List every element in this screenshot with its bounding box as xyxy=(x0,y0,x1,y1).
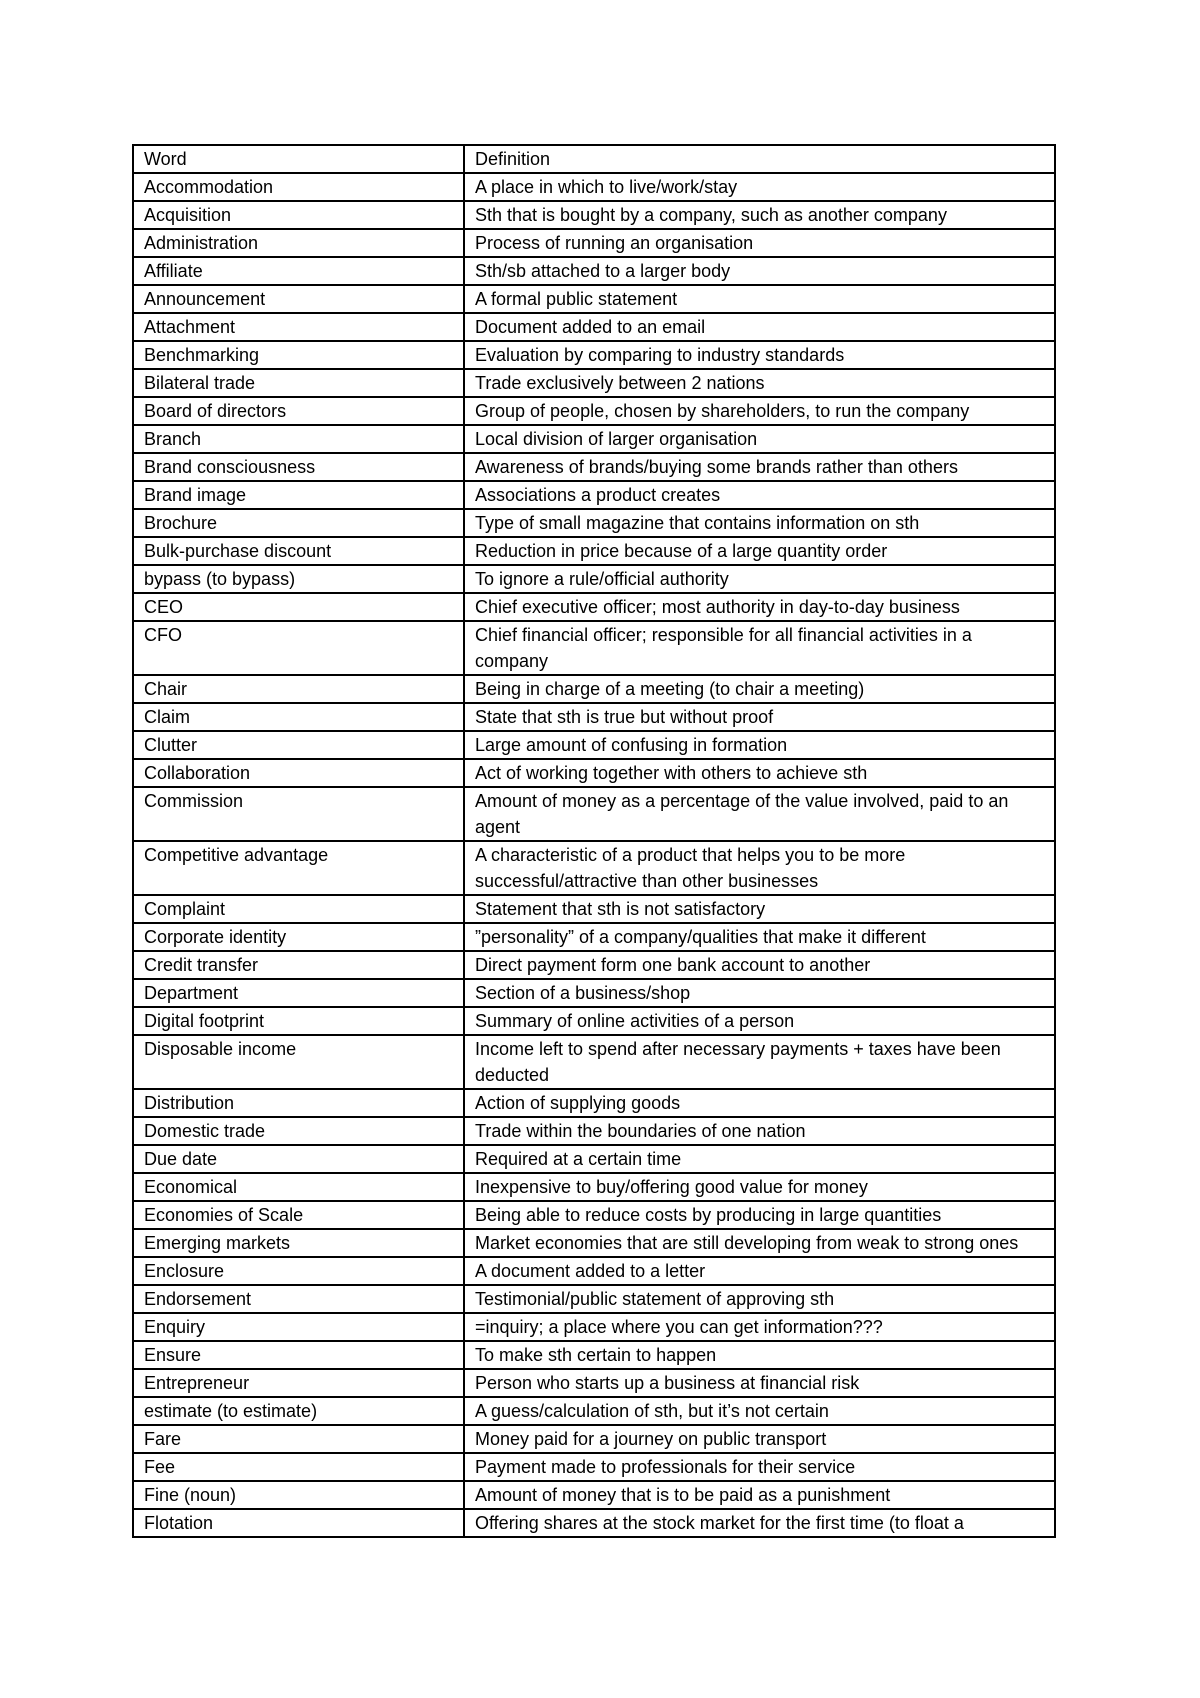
table-row xyxy=(133,731,1055,759)
term-cell: Collaboration xyxy=(133,759,464,787)
definition-cell: Income left to spend after necessary payments + taxes have been deducted xyxy=(464,1035,1055,1089)
definition-cell: =inquiry; a place where you can get information??? xyxy=(464,1313,1055,1341)
definition-cell: To make sth certain to happen xyxy=(464,1341,1055,1369)
definition-cell: Direct payment form one bank account to another xyxy=(464,951,1055,979)
definition-cell: Summary of online activities of a person xyxy=(464,1007,1055,1035)
table-row xyxy=(133,1117,1055,1145)
term-cell: Brand consciousness xyxy=(133,453,464,481)
definition-cell: Trade exclusively between 2 nations xyxy=(464,369,1055,397)
column-header-word: Word xyxy=(133,145,464,173)
definition-cell: Awareness of brands/buying some brands rather than others xyxy=(464,453,1055,481)
term-cell: Branch xyxy=(133,425,464,453)
definition-cell: Group of people, chosen by shareholders, to run the company xyxy=(464,397,1055,425)
definition-cell: Local division of larger organisation xyxy=(464,425,1055,453)
table-row xyxy=(133,397,1055,425)
term-cell: Commission xyxy=(133,787,464,841)
term-cell: Department xyxy=(133,979,464,1007)
term-cell: Credit transfer xyxy=(133,951,464,979)
table-row xyxy=(133,787,1055,841)
term-cell: Disposable income xyxy=(133,1035,464,1089)
table-row xyxy=(133,1229,1055,1257)
table-row xyxy=(133,1285,1055,1313)
definition-cell: Amount of money that is to be paid as a punishment xyxy=(464,1481,1055,1509)
table-row xyxy=(133,201,1055,229)
table-row xyxy=(133,313,1055,341)
term-cell: Announcement xyxy=(133,285,464,313)
column-header-definition: Definition xyxy=(464,145,1055,173)
definition-cell: Act of working together with others to achieve sth xyxy=(464,759,1055,787)
term-cell: Chair xyxy=(133,675,464,703)
table-row xyxy=(133,1201,1055,1229)
definition-cell: Inexpensive to buy/offering good value for money xyxy=(464,1173,1055,1201)
table-row xyxy=(133,1509,1055,1537)
term-cell: Fine (noun) xyxy=(133,1481,464,1509)
definition-cell: Trade within the boundaries of one nation xyxy=(464,1117,1055,1145)
table-row xyxy=(133,951,1055,979)
table-row xyxy=(133,1007,1055,1035)
term-cell: Enquiry xyxy=(133,1313,464,1341)
term-cell: CFO xyxy=(133,621,464,675)
definition-cell: A document added to a letter xyxy=(464,1257,1055,1285)
table-row xyxy=(133,1453,1055,1481)
term-cell: bypass (to bypass) xyxy=(133,565,464,593)
table-row xyxy=(133,1257,1055,1285)
term-cell: Accommodation xyxy=(133,173,464,201)
table-row xyxy=(133,923,1055,951)
term-cell: Distribution xyxy=(133,1089,464,1117)
table-row xyxy=(133,341,1055,369)
table-row xyxy=(133,593,1055,621)
table-row xyxy=(133,509,1055,537)
term-cell: Brand image xyxy=(133,481,464,509)
table-row xyxy=(133,1481,1055,1509)
term-cell: Board of directors xyxy=(133,397,464,425)
table-row xyxy=(133,1089,1055,1117)
table-row xyxy=(133,1313,1055,1341)
table-row xyxy=(133,895,1055,923)
definition-cell: To ignore a rule/official authority xyxy=(464,565,1055,593)
table-row xyxy=(133,537,1055,565)
table-row xyxy=(133,481,1055,509)
term-cell: Clutter xyxy=(133,731,464,759)
table-row xyxy=(133,979,1055,1007)
definition-cell: State that sth is true but without proof xyxy=(464,703,1055,731)
definition-cell: Type of small magazine that contains information on sth xyxy=(464,509,1055,537)
definition-cell: Action of supplying goods xyxy=(464,1089,1055,1117)
definition-cell: Statement that sth is not satisfactory xyxy=(464,895,1055,923)
term-cell: Bulk-purchase discount xyxy=(133,537,464,565)
definition-cell: Chief financial officer; responsible for all financial activities in a company xyxy=(464,621,1055,675)
table-row xyxy=(133,759,1055,787)
table-row xyxy=(133,1145,1055,1173)
glossary-table-body xyxy=(133,145,1055,1537)
definition-cell: Document added to an email xyxy=(464,313,1055,341)
term-cell: Benchmarking xyxy=(133,341,464,369)
term-cell: CEO xyxy=(133,593,464,621)
table-row xyxy=(133,675,1055,703)
definition-cell: Testimonial/public statement of approving sth xyxy=(464,1285,1055,1313)
definition-cell: A guess/calculation of sth, but it’s not certain xyxy=(464,1397,1055,1425)
definition-cell: ”personality” of a company/qualities that make it different xyxy=(464,923,1055,951)
term-cell: Enclosure xyxy=(133,1257,464,1285)
definition-cell: Offering shares at the stock market for the first time (to float a xyxy=(464,1509,1055,1537)
definition-cell: Associations a product creates xyxy=(464,481,1055,509)
table-row xyxy=(133,1397,1055,1425)
table-row xyxy=(133,1173,1055,1201)
table-row xyxy=(133,621,1055,675)
term-cell: Economical xyxy=(133,1173,464,1201)
table-row xyxy=(133,1035,1055,1089)
table-row xyxy=(133,229,1055,257)
definition-cell: Section of a business/shop xyxy=(464,979,1055,1007)
term-cell: Fare xyxy=(133,1425,464,1453)
definition-cell: Sth that is bought by a company, such as another company xyxy=(464,201,1055,229)
definition-cell: Chief executive officer; most authority in day-to-day business xyxy=(464,593,1055,621)
definition-cell: Being in charge of a meeting (to chair a meeting) xyxy=(464,675,1055,703)
definition-cell: A place in which to live/work/stay xyxy=(464,173,1055,201)
table-row xyxy=(133,1369,1055,1397)
definition-cell: A characteristic of a product that helps you to be more successful/attractive than other businesses xyxy=(464,841,1055,895)
table-row xyxy=(133,1341,1055,1369)
term-cell: Endorsement xyxy=(133,1285,464,1313)
term-cell: Acquisition xyxy=(133,201,464,229)
definition-cell: Process of running an organisation xyxy=(464,229,1055,257)
term-cell: Emerging markets xyxy=(133,1229,464,1257)
table-row xyxy=(133,425,1055,453)
term-cell: Flotation xyxy=(133,1509,464,1537)
term-cell: Brochure xyxy=(133,509,464,537)
term-cell: Attachment xyxy=(133,313,464,341)
table-row xyxy=(133,173,1055,201)
term-cell: Affiliate xyxy=(133,257,464,285)
table-row xyxy=(133,565,1055,593)
term-cell: Entrepreneur xyxy=(133,1369,464,1397)
definition-cell: Reduction in price because of a large quantity order xyxy=(464,537,1055,565)
term-cell: Ensure xyxy=(133,1341,464,1369)
term-cell: Bilateral trade xyxy=(133,369,464,397)
definition-cell: Person who starts up a business at financial risk xyxy=(464,1369,1055,1397)
table-row xyxy=(133,285,1055,313)
term-cell: Claim xyxy=(133,703,464,731)
definition-cell: Being able to reduce costs by producing in large quantities xyxy=(464,1201,1055,1229)
table-row xyxy=(133,841,1055,895)
definition-cell: Market economies that are still developing from weak to strong ones xyxy=(464,1229,1055,1257)
term-cell: Corporate identity xyxy=(133,923,464,951)
definition-cell: Amount of money as a percentage of the value involved, paid to an agent xyxy=(464,787,1055,841)
definition-cell: Sth/sb attached to a larger body xyxy=(464,257,1055,285)
table-row xyxy=(133,703,1055,731)
definition-cell: A formal public statement xyxy=(464,285,1055,313)
term-cell: Fee xyxy=(133,1453,464,1481)
definition-cell: Required at a certain time xyxy=(464,1145,1055,1173)
definition-cell: Evaluation by comparing to industry standards xyxy=(464,341,1055,369)
term-cell: Administration xyxy=(133,229,464,257)
term-cell: Digital footprint xyxy=(133,1007,464,1035)
table-row xyxy=(133,369,1055,397)
table-row xyxy=(133,453,1055,481)
definition-cell: Large amount of confusing in formation xyxy=(464,731,1055,759)
glossary-table xyxy=(132,144,1056,1538)
term-cell: Due date xyxy=(133,1145,464,1173)
definition-cell: Payment made to professionals for their service xyxy=(464,1453,1055,1481)
table-row xyxy=(133,1425,1055,1453)
term-cell: Complaint xyxy=(133,895,464,923)
term-cell: Competitive advantage xyxy=(133,841,464,895)
term-cell: Domestic trade xyxy=(133,1117,464,1145)
term-cell: Economies of Scale xyxy=(133,1201,464,1229)
table-row xyxy=(133,257,1055,285)
table-header-row xyxy=(133,145,1055,173)
term-cell: estimate (to estimate) xyxy=(133,1397,464,1425)
definition-cell: Money paid for a journey on public transport xyxy=(464,1425,1055,1453)
